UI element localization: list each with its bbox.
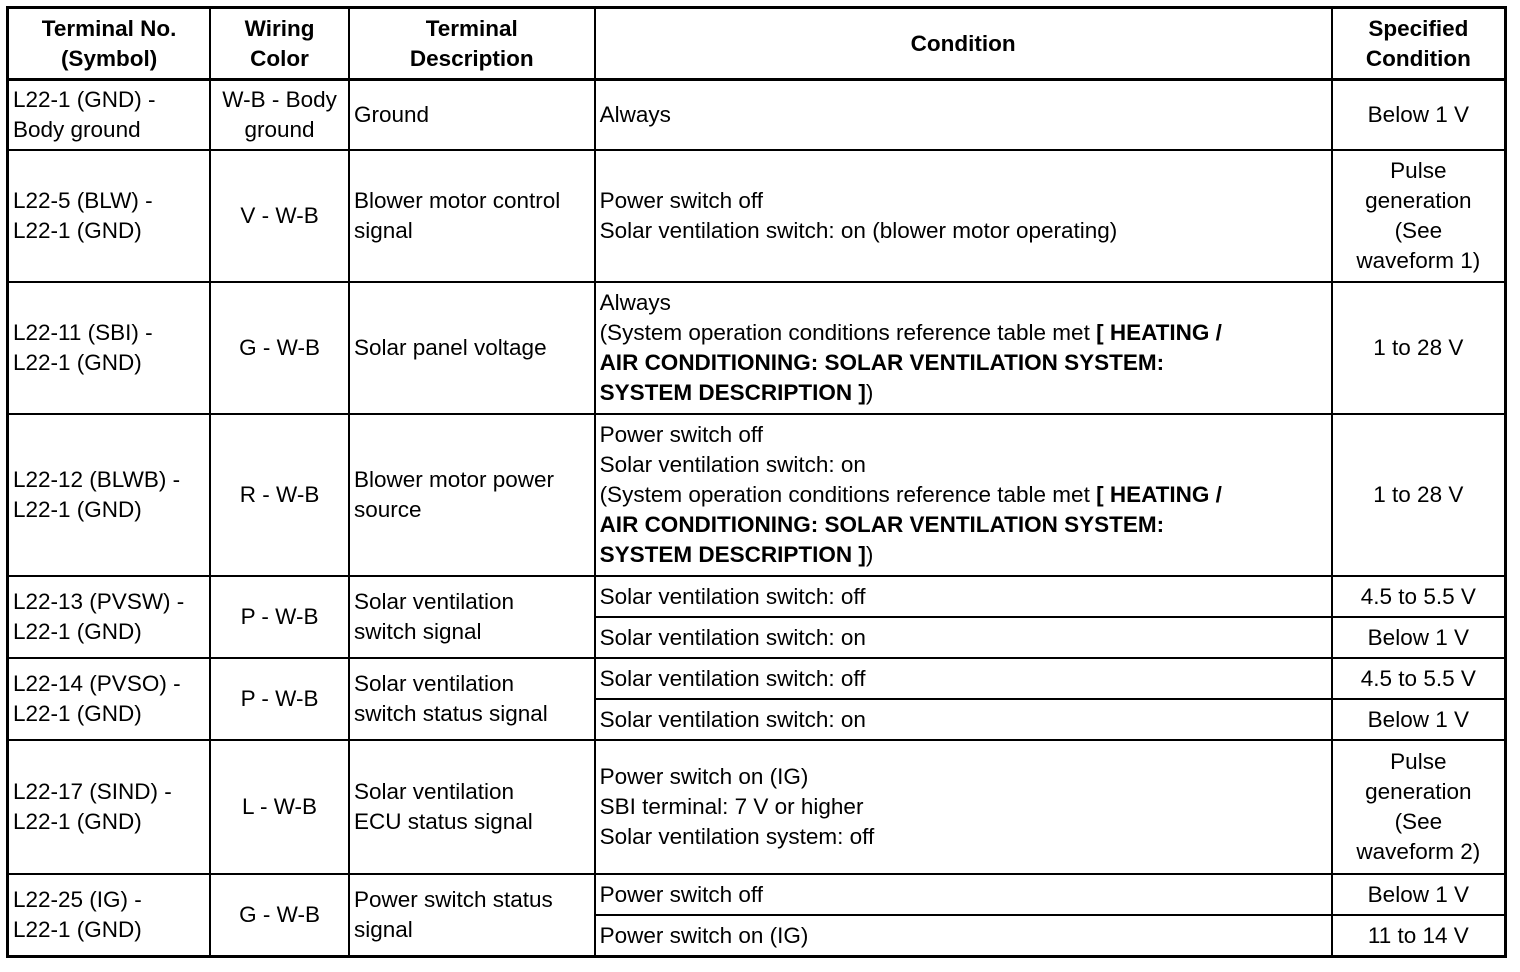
- description-cell: Blower motor power source: [349, 414, 595, 576]
- condition-cell: Power switch off Solar ventilation switch: on (blower motor operating): [595, 150, 1332, 282]
- specified-condition-cell: Below 1 V: [1332, 80, 1506, 151]
- description-cell: Power switch status signal: [349, 874, 595, 957]
- specified-condition-cell: 1 to 28 V: [1332, 414, 1506, 576]
- condition-cell: Solar ventilation switch: off: [595, 658, 1332, 699]
- header-wiring-color: Wiring Color: [210, 8, 349, 80]
- wiring-color-cell: P - W-B: [210, 576, 349, 658]
- table-row: [8, 874, 1506, 915]
- condition-cell: Solar ventilation switch: off: [595, 576, 1332, 617]
- table-row: [8, 414, 1506, 576]
- terminal-cell: L22-1 (GND) - Body ground: [8, 80, 211, 151]
- table-row: [8, 80, 1506, 151]
- specified-condition-cell: 4.5 to 5.5 V: [1332, 658, 1506, 699]
- terminal-cell: L22-17 (SIND) - L22-1 (GND): [8, 740, 211, 874]
- wiring-color-cell: G - W-B: [210, 874, 349, 957]
- reference-link[interactable]: SYSTEM DESCRIPTION ]: [599, 542, 866, 567]
- reference-link[interactable]: [ HEATING /: [1096, 482, 1222, 507]
- header-row: [8, 8, 1506, 80]
- description-cell: Solar panel voltage: [349, 282, 595, 414]
- table-row: [8, 658, 1506, 699]
- condition-cell: Power switch off: [595, 874, 1332, 915]
- description-cell: Ground: [349, 80, 595, 151]
- table-row: [8, 740, 1506, 874]
- header-specified-condition: Specified Condition: [1332, 8, 1506, 80]
- table-row: [8, 282, 1506, 414]
- header-terminal-description: Terminal Description: [349, 8, 595, 80]
- wiring-color-cell: P - W-B: [210, 658, 349, 740]
- condition-cell: Solar ventilation switch: on: [595, 699, 1332, 740]
- description-cell: Solar ventilation switch status signal: [349, 658, 595, 740]
- terminal-cell: L22-25 (IG) - L22-1 (GND): [8, 874, 211, 957]
- condition-cell: Power switch off Solar ventilation switch: on (System operation conditions reference table met [ HEATING / AIR CONDITIONING: SOLAR VENTILATION SYSTEM: SYSTEM DESCRIPTION ]): [595, 414, 1332, 576]
- condition-cell: Power switch on (IG): [595, 915, 1332, 957]
- description-cell: Solar ventilation ECU status signal: [349, 740, 595, 874]
- condition-cell: Always (System operation conditions reference table met [ HEATING / AIR CONDITIONING: SOLAR VENTILATION SYSTEM: SYSTEM DESCRIPTION ]): [595, 282, 1332, 414]
- terminal-spec-table: [6, 6, 1507, 958]
- condition-cell: Always: [595, 80, 1332, 151]
- reference-link[interactable]: SYSTEM DESCRIPTION ]: [599, 380, 866, 405]
- condition-cell: Power switch on (IG) SBI terminal: 7 V or higher Solar ventilation system: off: [595, 740, 1332, 874]
- specified-condition-cell: Below 1 V: [1332, 617, 1506, 658]
- terminal-cell: L22-11 (SBI) - L22-1 (GND): [8, 282, 211, 414]
- description-cell: Blower motor control signal: [349, 150, 595, 282]
- wiring-color-cell: V - W-B: [210, 150, 349, 282]
- header-terminal: Terminal No. (Symbol): [8, 8, 211, 80]
- specified-condition-cell: 4.5 to 5.5 V: [1332, 576, 1506, 617]
- description-cell: Solar ventilation switch signal: [349, 576, 595, 658]
- header-condition: Condition: [595, 8, 1332, 80]
- terminal-cell: L22-12 (BLWB) - L22-1 (GND): [8, 414, 211, 576]
- specified-condition-cell: Below 1 V: [1332, 874, 1506, 915]
- wiring-color-cell: W-B - Body ground: [210, 80, 349, 151]
- wiring-color-cell: G - W-B: [210, 282, 349, 414]
- specified-condition-cell: 1 to 28 V: [1332, 282, 1506, 414]
- table-row: [8, 150, 1506, 282]
- specified-condition-cell: 11 to 14 V: [1332, 915, 1506, 957]
- specified-condition-cell: Pulse generation (See waveform 2): [1332, 740, 1506, 874]
- terminal-cell: L22-13 (PVSW) - L22-1 (GND): [8, 576, 211, 658]
- reference-link[interactable]: [ HEATING /: [1096, 320, 1222, 345]
- table-row: [8, 576, 1506, 617]
- wiring-color-cell: R - W-B: [210, 414, 349, 576]
- condition-cell: Solar ventilation switch: on: [595, 617, 1332, 658]
- reference-link[interactable]: AIR CONDITIONING: SOLAR VENTILATION SYSTEM:: [599, 512, 1165, 537]
- terminal-cell: L22-5 (BLW) - L22-1 (GND): [8, 150, 211, 282]
- reference-link[interactable]: AIR CONDITIONING: SOLAR VENTILATION SYSTEM:: [599, 350, 1165, 375]
- specified-condition-cell: Below 1 V: [1332, 699, 1506, 740]
- wiring-color-cell: L - W-B: [210, 740, 349, 874]
- specified-condition-cell: Pulse generation (See waveform 1): [1332, 150, 1506, 282]
- terminal-cell: L22-14 (PVSO) - L22-1 (GND): [8, 658, 211, 740]
